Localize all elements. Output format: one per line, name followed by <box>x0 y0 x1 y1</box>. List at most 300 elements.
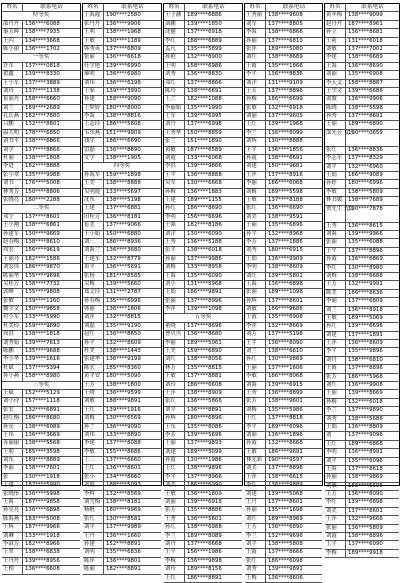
winner-phone: 130****9669 <box>25 230 60 237</box>
winner-phone: 136****9906 <box>106 20 141 27</box>
table-row <box>83 63 161 71</box>
winner-phone: 135****6908 <box>348 71 383 78</box>
winner-phone: 132****8900 <box>187 54 222 61</box>
table-row <box>245 29 322 37</box>
winner-name: 吴梅 <box>83 281 104 288</box>
winner-phone: 181****8585 <box>106 272 141 279</box>
winner-name: 王斌 <box>2 390 23 397</box>
table-row <box>83 415 161 423</box>
winner-name: 王娟 <box>164 289 185 296</box>
winner-phone: 132****9991 <box>348 281 383 288</box>
winner-phone: 189****8156 <box>187 566 222 573</box>
table-row <box>325 508 399 516</box>
winner-name: 李明 <box>245 264 266 271</box>
winner-name: 李建 <box>325 54 346 61</box>
winner-name: 陈萍 <box>83 558 104 565</box>
winner-name: 孟凡 <box>164 46 185 53</box>
table-row <box>325 365 399 373</box>
winner-name: 孙亮亮 <box>2 507 23 514</box>
table-row <box>245 465 322 473</box>
winner-name: 孙丽 <box>325 474 346 481</box>
winner-name: 刘秀 <box>245 566 266 573</box>
winner-name: 王志玲 <box>83 121 104 128</box>
winner-name: 韦东燕 <box>83 130 104 137</box>
header-phone-label: 联系电话 <box>121 4 144 10</box>
winner-name: 张丽 <box>83 54 104 61</box>
winner-phone: 135****1698 <box>268 507 303 514</box>
table-row <box>2 105 80 113</box>
winner-phone: 185****3598 <box>25 448 60 455</box>
winner-phone: 136****8615 <box>348 222 383 229</box>
winner-name: 王娟 <box>245 256 266 263</box>
winner-phone: 138****8909 <box>187 389 222 396</box>
winner-phone: 136****8899 <box>268 389 303 396</box>
winner-phone: 135****9808 <box>25 289 60 296</box>
table-column-4 <box>244 3 323 581</box>
winner-name: 王红 <box>164 465 185 472</box>
winner-phone: 131****6018 <box>348 37 383 44</box>
table-row <box>325 189 399 197</box>
winner-name: 王秀 <box>245 390 266 397</box>
winner-name: 刘丹 <box>164 541 185 548</box>
winner-name: 吕鹏 <box>2 121 23 128</box>
winner-name: 刘平 <box>325 458 346 465</box>
winner-name: 刘红 <box>164 356 185 363</box>
table-row <box>2 373 80 381</box>
table-row <box>325 206 399 223</box>
table-row <box>245 340 322 348</box>
winner-phone: 182****8186 <box>187 222 222 229</box>
winner-name: 张芳 <box>164 507 185 514</box>
table-row <box>245 491 322 499</box>
winner-name: 李丽 <box>245 180 266 187</box>
winner-phone: 137****8601 <box>25 213 60 220</box>
table-row <box>83 314 161 322</box>
winner-phone: 136****5691 <box>106 264 141 271</box>
winner-name: 刘梅 <box>245 407 266 414</box>
table-row <box>325 550 399 558</box>
winner-name: 赵红 <box>83 331 104 338</box>
winner-phone: 189****2689 <box>25 104 60 111</box>
table-row <box>325 541 399 549</box>
winner-phone: 151****1890 <box>187 138 222 145</box>
winner-phone: 137****8966 <box>187 473 222 480</box>
table-row <box>245 289 322 297</box>
winner-phone: 138****6691 <box>187 87 222 94</box>
winner-name: 魏学文 <box>2 306 23 313</box>
winner-name: 杜美玲 <box>2 323 23 330</box>
winner-phone: 138****6838 <box>25 549 60 556</box>
winner-phone: 137****8618 <box>348 465 383 472</box>
winner-name: 王三 <box>83 457 104 464</box>
winner-name: 王萍 <box>325 516 346 523</box>
winner-name: 王海 <box>164 273 185 280</box>
winner-phone: 158****6660 <box>25 96 60 103</box>
winner-phone: 156****6696 <box>187 213 222 220</box>
table-row <box>164 264 242 272</box>
winner-name: 孙兰 <box>83 424 104 431</box>
table-row <box>325 164 399 172</box>
winner-phone: 187****5990 <box>25 482 60 489</box>
winner-name: 李丽 <box>325 298 346 305</box>
winner-phone: 136****8918 <box>348 306 383 313</box>
winner-name: 刘玲 <box>2 88 23 95</box>
table-row <box>83 449 161 457</box>
winner-phone: 132****8609 <box>106 339 141 346</box>
table-row <box>325 130 399 147</box>
table-row <box>245 365 322 373</box>
winner-phone: 137****8329 <box>348 155 383 162</box>
winner-name: 王秀 <box>164 239 185 246</box>
winner-phone: 138****6089 <box>25 423 60 430</box>
winner-phone: 130****8581 <box>106 515 141 522</box>
winner-name: 刘秀娟 <box>2 340 23 347</box>
winner-name: 王萍 <box>245 172 266 179</box>
winner-name: 曹贝贝 <box>164 331 185 338</box>
winner-phone: 189****9918 <box>348 549 383 556</box>
table-row <box>325 239 399 247</box>
winner-name: 刘梅 <box>83 415 104 422</box>
winner-phone: 189****8889 <box>25 457 60 464</box>
winner-phone: 137****6660 <box>106 457 141 464</box>
table-column-2 <box>82 3 162 573</box>
table-row <box>245 80 322 88</box>
winner-name: 杨帆 <box>83 507 104 514</box>
winner-phone: 136****8601 <box>106 465 141 472</box>
winner-phone: 180****6915 <box>268 247 303 254</box>
winner-phone: 139****5068 <box>268 490 303 497</box>
table-row <box>245 382 322 390</box>
winner-phone: 139****6995 <box>187 113 222 120</box>
winner-phone: 135****9190 <box>106 322 141 329</box>
winner-phone: 130****1986 <box>187 457 222 464</box>
winner-name: 吴明霞 <box>83 189 104 196</box>
winner-phone: 135****9688 <box>25 348 60 355</box>
table-row <box>83 474 161 482</box>
winner-phone: 135****9696 <box>25 272 60 279</box>
winner-phone: 135****1866 <box>268 62 303 69</box>
table-row <box>164 340 242 348</box>
table-row <box>164 138 242 146</box>
winner-name: 李兰 <box>164 533 185 540</box>
table-row <box>83 247 161 255</box>
winner-name: 刘红 <box>245 273 266 280</box>
winner-phone: 137****6809 <box>106 45 141 52</box>
header-name-label: 姓名 <box>245 4 266 11</box>
table-row <box>164 482 242 490</box>
winner-phone: 135****6836 <box>106 549 141 556</box>
winner-phone: 186****9686 <box>268 306 303 313</box>
winner-phone: 139****1098 <box>187 306 222 313</box>
winner-phone: 187****8961 <box>348 20 383 27</box>
winner-phone: 139****9966 <box>348 230 383 237</box>
winner-phone: 136****5809 <box>348 524 383 531</box>
table-row <box>2 465 80 473</box>
winner-phone: 182****8891 <box>106 566 141 573</box>
table-row <box>325 483 399 491</box>
winner-name: 王小娟 <box>83 231 104 238</box>
winner-phone: 137****3889 <box>25 79 60 86</box>
winner-phone: 150****9681 <box>268 163 303 170</box>
table-row <box>2 533 80 541</box>
table-row <box>325 298 399 306</box>
winner-name: 张敏 <box>2 298 23 305</box>
table-row <box>245 398 322 406</box>
table-row <box>245 482 322 490</box>
winner-phone: 132****9666 <box>348 516 383 523</box>
winner-phone: 135****8086 <box>187 423 222 430</box>
winner-phone: 138****7689 <box>348 197 383 204</box>
winner-name: 王红 <box>83 407 104 414</box>
table-row <box>83 507 161 515</box>
table-row <box>245 373 322 381</box>
winner-phone: 137****1886 <box>268 238 303 245</box>
table-row <box>325 248 399 256</box>
winner-name: 李兰 <box>325 407 346 414</box>
winner-phone: 189****5069 <box>348 314 383 321</box>
winner-phone: 138****7935 <box>25 29 60 36</box>
winner-phone: 187****6589 <box>187 146 222 153</box>
winner-phone: 136****9909 <box>268 255 303 262</box>
table-row <box>325 180 399 188</box>
header-name-label: 姓名 <box>164 4 185 11</box>
winner-name: 李辉 <box>83 491 104 498</box>
winner-name: 孙婷 <box>325 180 346 187</box>
table-row <box>164 533 242 541</box>
winner-phone: 188****6889 <box>187 37 222 44</box>
winner-phone: 138****6810 <box>348 356 383 363</box>
winner-phone: 138****5198 <box>106 196 141 203</box>
winner-phone: 186****9891 <box>187 289 222 296</box>
winner-name: 王海 <box>325 63 346 70</box>
winner-name: 张红 <box>164 398 185 405</box>
winner-name: 刘兰 <box>325 307 346 314</box>
table-row <box>2 189 80 197</box>
winner-phone: 137****8866 <box>187 79 222 86</box>
winner-name: 刘梅 <box>325 273 346 280</box>
winner-name: 李海 <box>245 29 266 36</box>
winner-name: 王萍 <box>164 390 185 397</box>
winner-phone: 132****8801 <box>25 121 60 128</box>
table-row <box>164 231 242 239</box>
winner-phone: 137****8916 <box>268 171 303 178</box>
table-row <box>2 63 80 71</box>
prize-tier-heading: 特等奖 <box>2 12 80 20</box>
winner-name: 张红 <box>325 147 346 154</box>
winner-name: 邵丹丹 <box>2 21 23 28</box>
table-row <box>83 21 161 29</box>
winner-name: 吴军 <box>164 180 185 187</box>
winner-phone: 138****6861 <box>25 222 60 229</box>
winner-name: 王相 <box>2 566 23 573</box>
winner-phone: 132****8569 <box>106 490 141 497</box>
winner-phone: 138****9608 <box>268 12 303 19</box>
winner-phone: 136****8650 <box>106 331 141 338</box>
winner-name: 刘霞 <box>325 533 346 540</box>
winner-name: 王美 <box>83 180 104 187</box>
winner-phone: 136****8606 <box>268 574 303 581</box>
winner-phone: 137****6918 <box>187 29 222 36</box>
winner-phone: 138****6866 <box>268 29 303 36</box>
winner-name: 王梅 <box>245 575 266 582</box>
winner-name: 王海霞 <box>83 12 104 19</box>
table-row <box>325 357 399 365</box>
winner-phone: 132****6960 <box>348 163 383 170</box>
winner-phone: 189****5099 <box>187 448 222 455</box>
winner-phone: 158****8887 <box>348 79 383 86</box>
winner-name: 刘红 <box>245 516 266 523</box>
winner-name: 孙梅 <box>164 189 185 196</box>
table-row <box>164 516 242 524</box>
winner-phone: 138****6615 <box>268 473 303 480</box>
table-row <box>164 29 242 37</box>
winner-name: 张 <box>2 474 23 481</box>
winner-name: 刘三 <box>83 239 104 246</box>
winner-phone: 136****9801 <box>106 557 141 564</box>
winner-phone: 136****8090 <box>348 491 383 498</box>
winner-phone: 137****8896 <box>268 87 303 94</box>
table-row <box>83 189 161 197</box>
winner-phone: 138****7732 <box>25 280 60 287</box>
winner-phone: 188****9891 <box>106 398 141 405</box>
table-row <box>83 231 161 239</box>
table-row <box>325 390 399 398</box>
winner-name: 张丽 <box>325 239 346 246</box>
winner-phone: 139****6990 <box>106 62 141 69</box>
winner-phone: 189****5598 <box>268 188 303 195</box>
table-row <box>245 205 322 213</box>
winner-name: 李兰 <box>245 130 266 137</box>
winner-name: 王东 <box>164 424 185 431</box>
winner-name: 王敏 <box>245 449 266 456</box>
winner-phone: 157****1118 <box>25 398 60 405</box>
winner-phone: 138****7601 <box>25 465 60 472</box>
winner-phone: 138****5598 <box>348 104 383 111</box>
winner-name: 张丽 <box>164 298 185 305</box>
winner-name: 付小军 <box>2 314 23 321</box>
winner-name: 刘海 <box>325 231 346 238</box>
winner-phone: 137****1606 <box>268 364 303 371</box>
winner-name: 王秀丽 <box>245 12 266 19</box>
winner-name: 孙建军 <box>2 231 23 238</box>
winner-phone: 137****8601 <box>268 297 303 304</box>
table-row <box>325 63 399 71</box>
winner-name: 王建军 <box>83 256 104 263</box>
winner-name: 孙霞 <box>164 457 185 464</box>
winner-name: 林光彩 <box>245 457 266 464</box>
table-row <box>245 12 322 20</box>
winner-phone: 190****7878 <box>348 205 383 212</box>
winner-name: 刘建 <box>325 332 346 339</box>
winner-name: 王红 <box>245 415 266 422</box>
table-row <box>2 130 80 138</box>
winner-name: 杜美 <box>83 348 104 355</box>
winner-phone: 137****9893 <box>187 440 222 447</box>
winner-name: 李红 <box>245 482 266 489</box>
winner-phone: 150****6880 <box>106 230 141 237</box>
winner-phone: 138****6018 <box>187 247 222 254</box>
table-row <box>83 138 161 146</box>
winner-name: 刘建 <box>164 449 185 456</box>
winner-name: 王家 <box>83 88 104 95</box>
table-row <box>164 180 242 188</box>
table-row <box>83 524 161 532</box>
table-row <box>164 424 242 432</box>
table-row <box>2 29 80 37</box>
table-row <box>2 331 80 339</box>
winner-name: 刘东 <box>2 457 23 464</box>
winner-phone: 159****9890 <box>25 322 60 329</box>
winner-phone: 138****8609 <box>268 264 303 271</box>
winner-name: 王晓 <box>83 390 104 397</box>
winner-phone: 136****8609 <box>348 340 383 347</box>
winner-name: 王敏 <box>164 491 185 498</box>
winner-phone: 137****6881 <box>106 205 141 212</box>
winner-name: 刘小 <box>164 281 185 288</box>
winner-name: 王丽 <box>164 440 185 447</box>
winner-name: 王红 <box>164 575 185 582</box>
table-row <box>2 491 80 499</box>
winner-phone: 189****5080 <box>268 45 303 52</box>
table-row <box>325 54 399 62</box>
winner-phone: 138****6610 <box>268 348 303 355</box>
winner-phone: 136****1702 <box>25 45 60 52</box>
table-row <box>2 314 80 322</box>
winner-phone: 136****9090 <box>106 423 141 430</box>
winner-phone: 180****9969 <box>106 507 141 514</box>
winner-phone: 189****5061 <box>187 339 222 346</box>
table-row <box>245 121 322 129</box>
winner-name: 杜丽 <box>2 155 23 162</box>
winner-phone: 131****9109 <box>268 79 303 86</box>
table-row <box>325 307 399 315</box>
winner-phone: 186****8636 <box>348 289 383 296</box>
winner-name: 张芳 <box>325 374 346 381</box>
table-row <box>83 80 161 88</box>
table-row <box>83 482 161 490</box>
winner-name: 孙建 <box>83 96 104 103</box>
winner-name: 沈健 <box>164 29 185 36</box>
winner-phone: 136****1856 <box>268 146 303 153</box>
table-row <box>245 533 322 541</box>
table-row <box>164 63 242 71</box>
table-row <box>2 474 80 482</box>
winner-name: 邓宁 <box>2 214 23 221</box>
table-row <box>83 96 161 104</box>
winner-name: 张晓亮 <box>2 197 23 204</box>
winner-name: 李天义 <box>325 80 346 87</box>
winner-phone: 150****8859 <box>187 129 222 136</box>
winner-name: 李芳 <box>164 432 185 439</box>
winner-phone: 135****9896 <box>348 348 383 355</box>
winner-name: 李梅 <box>164 558 185 565</box>
winner-name: 王平 <box>164 549 185 556</box>
winner-name: 王学文 <box>325 88 346 95</box>
winner-name: 郑文玲 <box>83 289 104 296</box>
winner-name: 黄平 <box>83 264 104 271</box>
table-row <box>245 71 322 79</box>
table-row <box>2 289 80 297</box>
winner-name: 王芳 <box>245 88 266 95</box>
table-row <box>164 440 242 448</box>
winner-phone: 182****7880 <box>25 113 60 120</box>
winner-name: 张敏 <box>245 105 266 112</box>
winner-name: 孙亮 <box>2 424 23 431</box>
winner-phone: 186****5696 <box>348 482 383 489</box>
winner-name: 刘学 <box>2 147 23 154</box>
winner-phone: 136****6608 <box>25 566 60 573</box>
winner-name: 田桂芳 <box>83 214 104 221</box>
